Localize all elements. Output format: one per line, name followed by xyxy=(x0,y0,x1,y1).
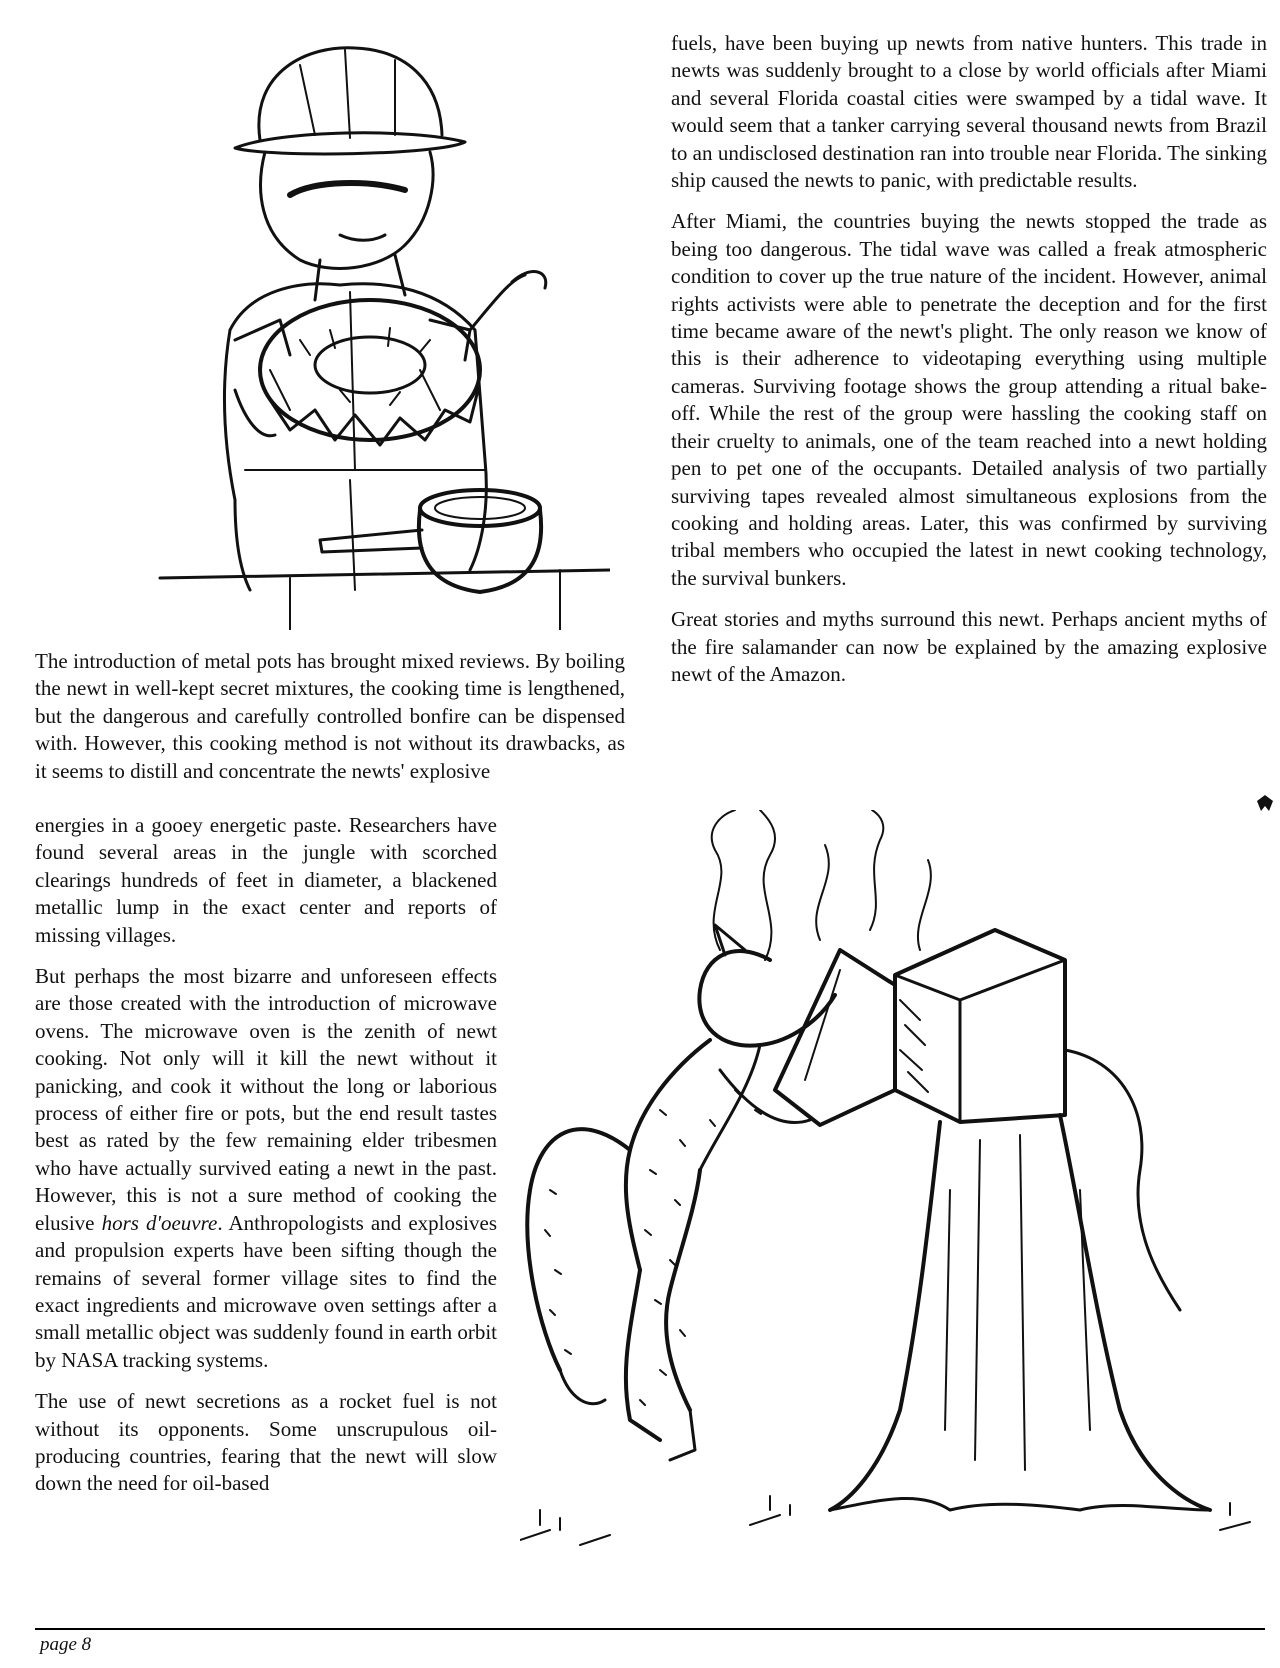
text-span: But perhaps the most bizarre and unforeseen effects are those created with the introduction of microwave ovens. The microwave oven is the zenith of newt cooking. Not only will it kill the newt without it panicking, and cook it without the long or laborious process of either fire or pots, but the end result tastes best as rated by the few remaining elder tribesmen who have actually survived eating a newt in the past. However, this is not a sure method of cooking the elusive xyxy=(35,964,497,1235)
page-number: page 8 xyxy=(40,1634,92,1655)
paragraph-newt-trade: fuels, have been buying up newts from native hunters. This trade in newts was suddenly brought to a close by world officials after Miami and several Florida coastal cities were swamped by a tidal wave. It would seem that a tanker carrying several thousand newts from Brazil to an undisclosed destination ran into trouble near Florida. The sinking ship caused the newts to panic, with predictable results. xyxy=(671,31,1267,193)
paragraph-after-miami: After Miami, the countries buying the newts stopped the trade as being too dangerous. The tidal wave was called a freak atmospheric condition to cover up the true nature of the incident. However, animal rights activists were able to penetrate the deception and for the first time became aware of the newt's plight. The only reason we know of this is their adherence to videotaping everything using multiple cameras. Surviving footage shows the group attending a ritual bake-off. While the rest of the group were hassling the cooking staff on their cruelty to animals, one of the team reached into a newt holding pen to pet one of the occupants. Detailed analysis of two partially surviving tapes revealed almost simultaneous explosions from the cooking and holding areas. Later, this was confirmed by surviving tribal members who occupied the latest in newt cooking technology, the survival bunkers. xyxy=(671,209,1267,590)
illustration-chef-with-pastry xyxy=(140,30,610,630)
paragraph-metal-pots: The introduction of metal pots has brought mixed reviews. By boiling the newt in well-kept secret mixtures, the cooking time is lengthened, but the dangerous and carefully controlled bonfire can be dispensed with. However, this cooking method is not without its drawbacks, as it seems to distill and concentrate the newts' explosive xyxy=(35,649,625,783)
paragraph-rocket-fuel: The use of newt secretions as a rocket fuel is not without its opponents. Some unscrupulous oil-producing countries, fearing that the newt will slow down the need for oil-based xyxy=(35,1389,497,1496)
paragraph-myths: Great stories and myths surround this newt. Perhaps ancient myths of the fire salamander can now be explained by the amazing explosive newt of the Amazon. xyxy=(671,607,1267,686)
left-column-top xyxy=(35,648,625,799)
paragraph-microwave-ovens xyxy=(35,963,497,1374)
italic-phrase: hors d'oeuvre xyxy=(101,1210,218,1235)
right-column xyxy=(671,30,1267,702)
text-span: . Anthropologists and explosives and propulsion experts have been sifting though the remains of several former village sites to find the exact ingredients and microwave oven settings after a small metallic object was suddenly found in earth orbit by NASA tracking systems. xyxy=(35,1210,497,1372)
footer-rule xyxy=(35,1628,1265,1630)
paragraph-metal-pots-cont: energies in a gooey energetic paste. Researchers have found several areas in the jungle with scorched clearings hundreds of feet in diameter, a blackened metallic lump in the exact center and reports of missing villages. xyxy=(35,813,497,947)
illustration-cat-microwave xyxy=(520,810,1260,1610)
left-column-narrow xyxy=(35,812,497,1512)
